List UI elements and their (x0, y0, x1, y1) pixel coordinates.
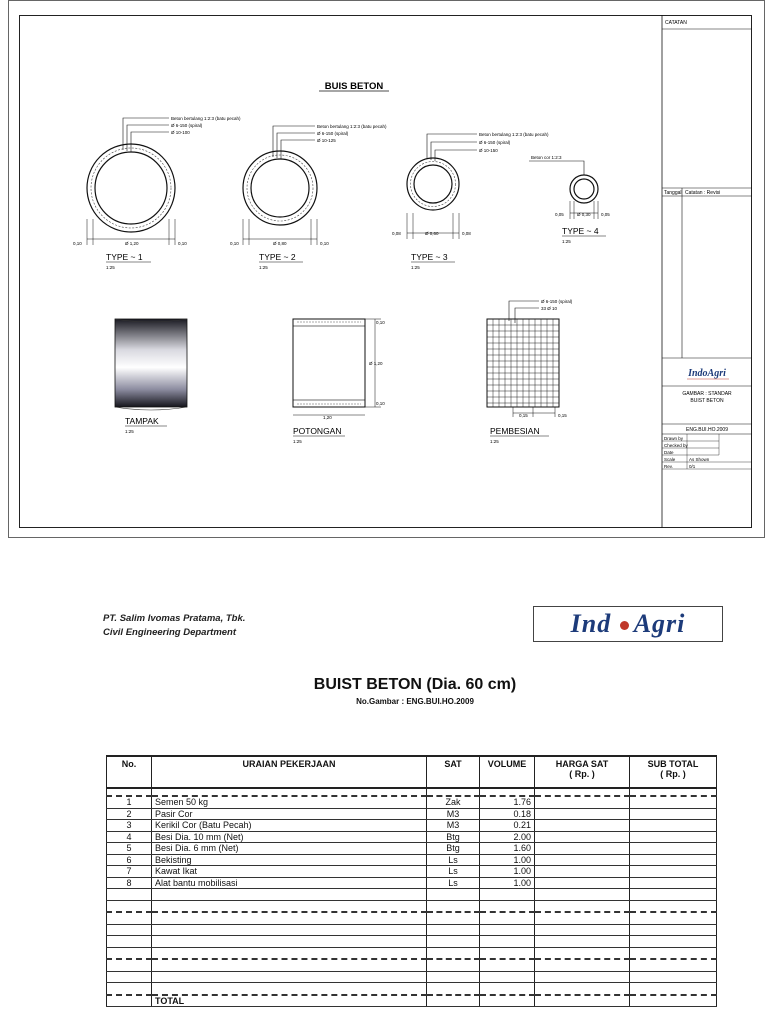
type-3-inner-ring (414, 165, 452, 203)
table-spacer-row (107, 788, 717, 796)
header-harga-line1: HARGA SAT (555, 759, 609, 769)
type-2-dim-right: 0,10 (320, 241, 329, 246)
table-row (107, 843, 717, 855)
row-no: 4 (107, 831, 152, 843)
table-row (107, 796, 717, 808)
row-volume: 1.00 (480, 877, 535, 889)
tb-field-rev-value: 0/1 (689, 464, 696, 469)
row-harga (535, 808, 630, 820)
drawing-canvas (9, 1, 766, 539)
row-sat: Btg (427, 843, 480, 855)
logo-left-text: Ind (570, 609, 612, 638)
tb-field-scale-value: As Shown (689, 457, 710, 462)
title-block-tanggal: Tanggal (664, 190, 682, 196)
logo-flower-icon (620, 621, 629, 630)
type-2-note-1: Beton bertulang 1:2:3 (batu pecah) (317, 124, 387, 129)
row-subtotal (630, 808, 717, 820)
type-2-scale: 1:25 (259, 265, 268, 270)
row-volume: 0.21 (480, 820, 535, 832)
row-sat: Zak (427, 796, 480, 808)
type-4-dim-center: Ø 0,30 (577, 212, 591, 217)
bill-of-quantity-table (106, 755, 717, 1007)
type-1-leader-3 (131, 132, 169, 152)
row-uraian: Besi Dia. 10 mm (Net) (152, 831, 427, 843)
type-2-label: TYPE ~ 2 (259, 252, 296, 262)
type-4-note-1: Beton cor 1:2:3 (531, 155, 562, 160)
table-header-row (107, 756, 717, 788)
drawing-sheet (8, 0, 765, 538)
type-3-dim-center: Ø 0,60 (425, 231, 439, 236)
header-volume: VOLUME (480, 756, 535, 788)
type-4-label: TYPE ~ 4 (562, 226, 599, 236)
type-3-dim-left: 0,08 (392, 231, 401, 236)
potongan-height-value: Ø 1,20 (369, 361, 383, 366)
row-harga (535, 854, 630, 866)
row-no: 5 (107, 843, 152, 855)
type-1-dim-center: Ø 1,20 (125, 241, 139, 246)
row-subtotal (630, 877, 717, 889)
row-uraian: Alat bantu mobilisasi (152, 877, 427, 889)
table-blank-row (107, 924, 717, 936)
table-blank-row (107, 936, 717, 948)
type-4-dim-right: 0,05 (601, 212, 610, 217)
potongan-top-thk: 0,10 (376, 320, 385, 325)
tb-field-scale: Scale (664, 457, 676, 462)
header-sat: SAT (427, 756, 480, 788)
table-blank-row (107, 912, 717, 924)
company-header (103, 612, 245, 640)
title-block (662, 15, 752, 528)
title-block-gambar-2: BUIST BETON (690, 398, 724, 404)
potongan-width-value: 1,20 (323, 415, 332, 420)
row-harga (535, 866, 630, 878)
company-department: Civil Engineering Department (103, 627, 237, 638)
type-4-scale: 1:25 (562, 239, 571, 244)
row-volume: 1.00 (480, 854, 535, 866)
type-1-note-2: Ø 6-150 (spiral) (171, 123, 203, 128)
type-2-outer-ring (243, 151, 317, 225)
row-no: 2 (107, 808, 152, 820)
title-block-gambar-1: GAMBAR : STANDAR (682, 391, 732, 397)
row-no: 1 (107, 796, 152, 808)
type-2-note-3: Ø 10-125 (317, 138, 336, 143)
row-volume: 1.76 (480, 796, 535, 808)
type-1-scale: 1:25 (106, 265, 115, 270)
pembesian-scale: 1:25 (490, 439, 499, 444)
table-blank-row (107, 947, 717, 959)
row-sat: Btg (427, 831, 480, 843)
pembesian-view (487, 299, 573, 444)
row-uraian: Pasir Cor (152, 808, 427, 820)
row-uraian: Kerikil Cor (Batu Pecah) (152, 820, 427, 832)
header-harga-line2: ( Rp. ) (569, 769, 595, 779)
type-1-dim-right: 0,10 (178, 241, 187, 246)
type-4-dim-left: 0,05 (555, 212, 564, 217)
row-subtotal (630, 854, 717, 866)
type-2-dim-left: 0,10 (230, 241, 239, 246)
row-no: 6 (107, 854, 152, 866)
table-blank-row (107, 959, 717, 971)
pembesian-note-2: 33 Ø 10 (541, 306, 558, 311)
row-subtotal (630, 831, 717, 843)
potongan-bottom-thk: 0,10 (376, 401, 385, 406)
tb-field-checked: Checked by (664, 443, 688, 448)
title-block-logo: IndoAgri (688, 368, 726, 379)
type-1-outer-ring (87, 144, 175, 232)
type-2-section (230, 124, 387, 270)
type-3-label: TYPE ~ 3 (411, 252, 448, 262)
type-2-inner-ring (251, 159, 309, 217)
tampak-view (115, 319, 187, 434)
type-3-note-2: Ø 6-150 (spiral) (479, 140, 511, 145)
type-1-label: TYPE ~ 1 (106, 252, 143, 262)
potongan-scale: 1:25 (293, 439, 302, 444)
logo-right-text: Agri (633, 609, 686, 638)
pembesian-dim-2: 0,15 (558, 413, 567, 418)
header-harga (535, 756, 630, 788)
row-harga (535, 796, 630, 808)
row-volume: 1.60 (480, 843, 535, 855)
tb-field-drawn: Drawn by (664, 436, 684, 441)
row-harga (535, 877, 630, 889)
header-subtotal-line1: SUB TOTAL (647, 759, 699, 769)
type-1-rebar-ring (91, 148, 171, 228)
row-no: 3 (107, 820, 152, 832)
table-row (107, 808, 717, 820)
row-uraian: Besi Dia. 6 mm (Net) (152, 843, 427, 855)
row-sat: M3 (427, 808, 480, 820)
table-blank-row (107, 900, 717, 912)
row-subtotal (630, 796, 717, 808)
type-1-leader-1 (123, 118, 169, 150)
tampak-cylinder (115, 319, 187, 407)
potongan-outline (293, 319, 365, 407)
total-label: TOTAL (152, 995, 427, 1007)
table-row (107, 820, 717, 832)
row-sat: Ls (427, 877, 480, 889)
row-volume: 2.00 (480, 831, 535, 843)
type-1-inner-ring (95, 152, 167, 224)
title-block-drawing-no: ENG.BUI.HO.2009 (686, 427, 728, 433)
header-subtotal-line2: ( Rp. ) (660, 769, 686, 779)
type-3-rebar-ring (411, 162, 456, 207)
type-4-inner-ring (574, 179, 594, 199)
type-2-rebar-ring (247, 155, 313, 221)
row-harga (535, 831, 630, 843)
total-value (630, 995, 717, 1007)
document-title: BUIST BETON (Dia. 60 cm) (313, 676, 517, 693)
table-row (107, 877, 717, 889)
type-1-note-3: Ø 10-100 (171, 130, 190, 135)
row-uraian: Kawat Ikat (152, 866, 427, 878)
header-subtotal (630, 756, 717, 788)
type-4-section (529, 155, 610, 244)
row-harga (535, 843, 630, 855)
tb-field-date: Date (664, 450, 674, 455)
potongan-view (293, 319, 385, 444)
row-subtotal (630, 843, 717, 855)
type-3-dim-right: 0,08 (462, 231, 471, 236)
type-3-outer-ring (407, 158, 459, 210)
table-total-row (107, 995, 717, 1007)
row-sat: Ls (427, 854, 480, 866)
tampak-scale: 1:25 (125, 429, 134, 434)
table-blank-row (107, 889, 717, 901)
row-harga (535, 820, 630, 832)
company-name: PT. Salim Ivomas Pratama, Tbk. (103, 613, 246, 624)
row-uraian: Semen 50 kg (152, 796, 427, 808)
type-3-section (392, 132, 549, 270)
tampak-label: TAMPAK (125, 416, 159, 426)
table-row (107, 831, 717, 843)
table-blank-row (107, 983, 717, 995)
pembesian-vertical-bars (493, 319, 553, 407)
row-subtotal (630, 820, 717, 832)
type-2-note-2: Ø 6-150 (spiral) (317, 131, 349, 136)
pembesian-dim-1: 0,15 (519, 413, 528, 418)
header-uraian: URAIAN PEKERJAAN (152, 756, 427, 788)
type-3-scale: 1:25 (411, 265, 420, 270)
type-2-dim-center: Ø 0,80 (273, 241, 287, 246)
row-no: 8 (107, 877, 152, 889)
row-sat: M3 (427, 820, 480, 832)
table-blank-row (107, 971, 717, 983)
document-subtitle: No.Gambar : ENG.BUI.HO.2009 (356, 697, 474, 706)
potongan-label: POTONGAN (293, 426, 342, 436)
row-volume: 0.18 (480, 808, 535, 820)
type-1-dim-left: 0,10 (73, 241, 82, 246)
header-no: No. (107, 756, 152, 788)
pembesian-note-1: Ø 6-150 (spiral) (541, 299, 573, 304)
type-1-section (73, 116, 241, 270)
type-1-note-1: Beton bertulang 1:2:3 (batu pecah) (171, 116, 241, 121)
drawing-title: BUIS BETON (324, 81, 384, 92)
pembesian-label: PEMBESIAN (490, 426, 540, 436)
row-sat: Ls (427, 866, 480, 878)
row-no: 7 (107, 866, 152, 878)
title-block-catatan: CATATAN (665, 20, 687, 26)
table-row (107, 854, 717, 866)
row-subtotal (630, 866, 717, 878)
tb-field-rev: Rev. (664, 464, 673, 469)
table-row (107, 866, 717, 878)
row-volume: 1.00 (480, 866, 535, 878)
row-uraian: Bekisting (152, 854, 427, 866)
type-3-note-1: Beton bertulang 1:2:3 (batu pecah) (479, 132, 549, 137)
type-3-note-3: Ø 10-150 (479, 148, 498, 153)
indoagri-logo (533, 606, 723, 642)
title-block-revisi: Catatan : Revisi (685, 190, 721, 196)
